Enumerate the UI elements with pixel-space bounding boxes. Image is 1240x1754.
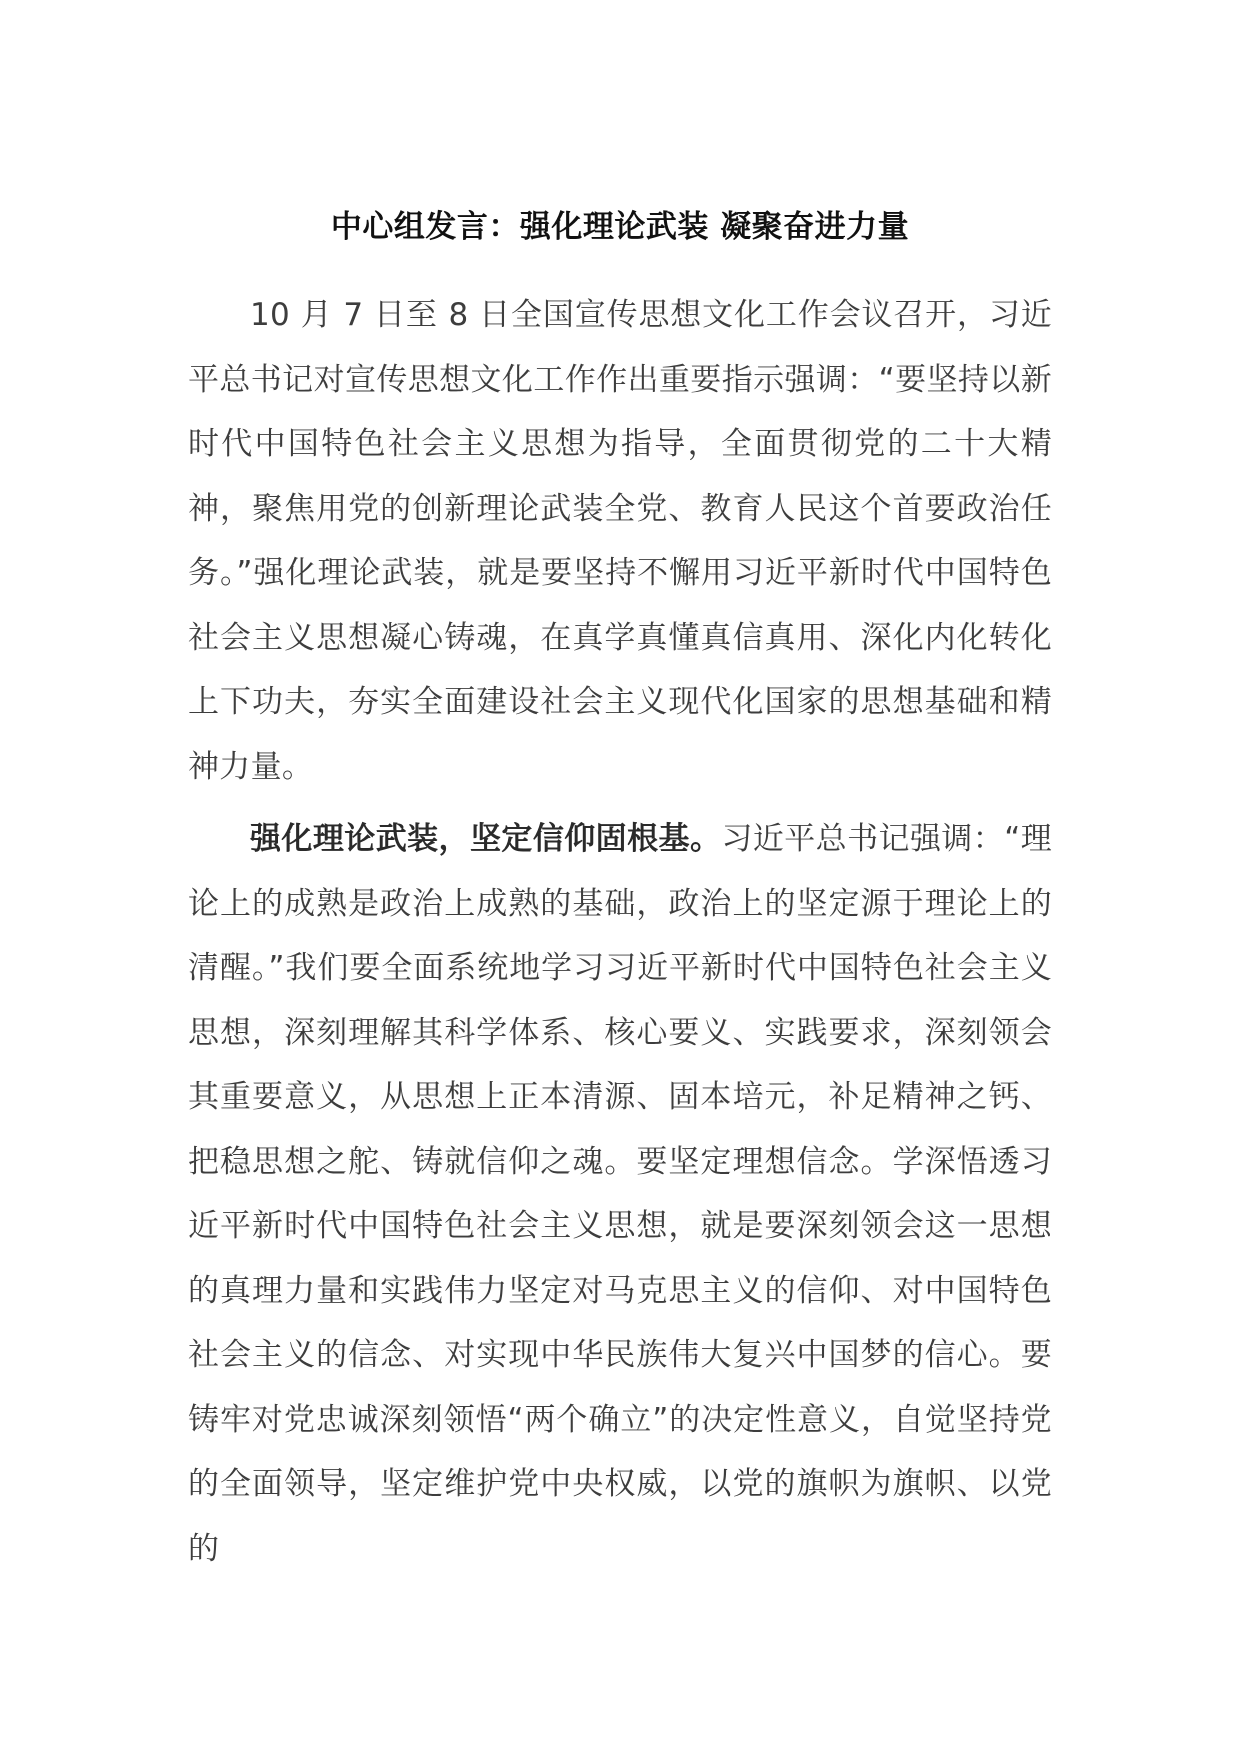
document-title: 中心组发言：强化理论武装 凝聚奋进力量 xyxy=(330,209,910,245)
paragraph-2 xyxy=(188,807,1052,1581)
paragraph-2-lead: 强化理论武装，坚定信仰固根基。 xyxy=(250,821,722,857)
paragraph-2-text: 习近平总书记强调：“理论上的成熟是政治上成熟的基础，政治上的坚定源于理论上的清醒。”我们要全面系统地学习习近平新时代中国特色社会主义思想，深刻理解其科学体系、核心要义、实践要求，深刻领会其重要意义，从思想上正本清源、固本培元，补足精神之钙、把稳思想之舵、铸就信仰之魂。要坚定理想信念。学深悟透习近平新时代中国特色社会主义思想，就是要深刻领会这一思想的真理力量和实践伟力坚定对马克思主义的信仰、对中国特色社会主义的信念、对实现中华民族伟大复兴中国梦的信心。要铸牢对党忠诚深刻领悟“两个确立”的决定性意义，自觉坚持党的全面领导，坚定维护党中央权威，以党的旗帜为旗帜、以党的 xyxy=(188,821,1053,1567)
document-body xyxy=(188,283,1052,1581)
paragraph-1 xyxy=(188,283,1052,799)
paragraph-1-text: 10 月 7 日至 8 日全国宣传思想文化工作会议召开，习近平总书记对宣传思想文化工作作出重要指示强调：“要坚持以新时代中国特色社会主义思想为指导，全面贯彻党的二十大精神，聚焦用党的创新理论武装全党、教育人民这个首要政治任务。”强化理论武装，就是要坚持不懈用习近平新时代中国特色社会主义思想凝心铸魂，在真学真懂真信真用、深化内化转化上下功夫，夯实全面建设社会主义现代化国家的思想基础和精神力量。 xyxy=(188,297,1052,785)
